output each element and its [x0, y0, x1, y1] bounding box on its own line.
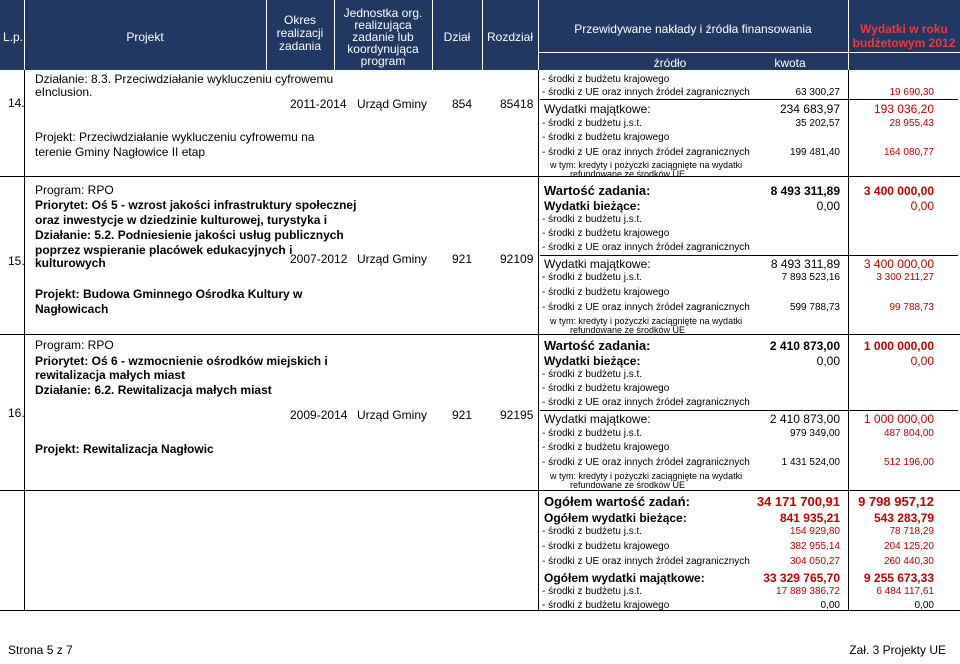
row16-wtym-1: w tym: kredyty i pożyczki zaciągnięte na wydatki: [550, 471, 743, 481]
header-dzial: Dział: [443, 30, 471, 44]
row15-m-ue: - środki z UE oraz innych źródeł zagranicznych: [542, 302, 750, 313]
header-jednostka: Jednostka org. realizująca zadanie lub koordynująca program: [343, 6, 423, 68]
table-header: [0, 0, 960, 70]
row14-jst-kwota: 35 202,57: [795, 118, 840, 129]
row15-b-kraj: - środki z budżetu krajowego: [542, 228, 670, 239]
row16-biezace-rok: 0,00: [910, 354, 934, 368]
totals-m-jst: - środki z budżetu j.s.t.: [542, 586, 643, 597]
row16-m-jst: - środki z budżetu j.s.t.: [542, 428, 643, 439]
totals-b-ue-rok: 260 440,30: [883, 556, 934, 567]
row15-priorytet-1: Priorytet: Oś 5 - wzrost jakości infrastruktury społecznej: [35, 198, 357, 212]
row15-m-ue-rok: 99 788,73: [889, 302, 934, 313]
row14-dzialanie-2: eInclusion.: [35, 85, 93, 99]
row14-src-kraj-2: - środki z budżetu krajowego: [542, 132, 670, 143]
row16-m-ue-kwota: 1 431 524,00: [781, 457, 840, 468]
row14-wtym-1: w tym: kredyty i pożyczki zaciągnięte na wydatki: [550, 160, 743, 170]
row16-m-kraj: - środki z budżetu krajowego: [542, 442, 670, 453]
row16-wartosc-label: Wartość zadania:: [544, 338, 651, 353]
row15-dzialanie-3: kulturowych: [35, 256, 106, 270]
row14-jst: - środki z budżetu j.s.t.: [542, 118, 643, 129]
row16-majatkowe-label: Wydatki majątkowe:: [544, 412, 651, 426]
row15-dzialanie-2: poprzez wspieranie placówek edukacyjnych i: [35, 243, 293, 257]
row14-dzialanie-1: Działanie: 8.3. Przeciwdziałanie wykluczeniu cyfrowemu: [35, 72, 334, 86]
row15-biezace-kwota: 0,00: [816, 199, 840, 213]
row15-okres: 2007-2012: [290, 252, 348, 266]
row14-lp: 14.: [8, 96, 25, 110]
row15-biezace-label: Wydatki bieżące:: [544, 199, 641, 213]
totals-b-ue: - środki z UE oraz innych źródeł zagranicznych: [542, 556, 750, 567]
row15-majatkowe-kwota: 8 493 311,89: [770, 257, 840, 271]
row14-ue2-rok: 164 080,77: [883, 147, 934, 158]
row14-ue1-rok: 19 690,30: [889, 87, 934, 98]
header-rozdzial: Rozdział: [486, 30, 534, 44]
row16-program: Program: RPO: [35, 338, 114, 352]
header-kwota: kwota: [774, 56, 806, 70]
totals-majatkowe-kwota: 33 329 765,70: [763, 571, 840, 585]
totals-majatkowe-rok: 9 255 673,33: [863, 571, 934, 585]
totals-b-kraj: - środki z budżetu krajowego: [542, 541, 670, 552]
row14-jst-rok: 28 955,43: [889, 118, 934, 129]
footer-page-number: Strona 5 z 7: [8, 643, 73, 657]
row14-rozdzial: 85418: [500, 97, 534, 111]
row15-dzial: 921: [452, 252, 473, 266]
row15-m-ue-kwota: 599 788,73: [789, 302, 840, 313]
row14-majatkowe-rok: 193 036,20: [873, 102, 934, 116]
row15-wtym-2: refundowane ze środków UE: [570, 325, 686, 335]
row15-m-jst: - środki z budżetu j.s.t.: [542, 272, 643, 283]
totals-b-ue-kwota: 304 050,27: [789, 556, 840, 567]
totals-wartosc-rok: 9 798 957,12: [858, 494, 934, 509]
row16-m-jst-rok: 487 804,00: [883, 428, 934, 439]
row16-biezace-label: Wydatki bieżące:: [544, 354, 641, 368]
row14-ue2-kwota: 199 481,40: [789, 147, 840, 158]
row16-priorytet-1: Priorytet: Oś 6 - wzmocnienie ośrodków miejskich i: [35, 354, 328, 368]
row16-majatkowe-rok: 1 000 000,00: [863, 412, 934, 426]
totals-b-jst-rok: 78 718,29: [889, 526, 934, 537]
totals-wartosc-label: Ogółem wartość zadań:: [544, 494, 690, 509]
row16-dzialanie-1: Działanie: 6.2. Rewitalizacja małych miast: [35, 383, 272, 397]
totals-m-jst-rok: 6 484 117,61: [876, 586, 934, 597]
row15-projekt-2: Nagłowicach: [35, 302, 109, 316]
row14-okres: 2011-2014: [290, 97, 347, 111]
footer-attachment: Zał. 3 Projekty UE: [849, 643, 946, 657]
row16-rozdzial: 92195: [500, 408, 534, 422]
header-wydatki-roku: Wydatki w roku budżetowym 2012: [852, 22, 956, 50]
row14-jednostka: Urząd Gminy: [357, 97, 428, 111]
row16-wtym-2: refundowane ze środków UE: [570, 480, 686, 490]
totals-m-kraj-kwota: 0,00: [820, 600, 840, 611]
totals-b-kraj-kwota: 382 955,14: [789, 541, 840, 552]
row15-wartosc-label: Wartość zadania:: [544, 183, 651, 198]
row16-b-jst: - środki z budżetu j.s.t.: [542, 369, 643, 380]
row16-dzial: 921: [452, 408, 473, 422]
totals-b-jst-kwota: 154 929,80: [789, 526, 840, 537]
row15-dzialanie-1: Działanie: 5.2. Podniesienie jakości usług publicznych: [35, 228, 344, 242]
row16-majatkowe-kwota: 2 410 873,00: [769, 412, 840, 426]
totals-wartosc-kwota: 34 171 700,91: [756, 494, 840, 509]
totals-m-kraj: - środki z budżetu krajowego: [542, 600, 670, 611]
totals-biezace-kwota: 841 935,21: [779, 511, 840, 525]
row14-majatkowe-kwota: 234 683,97: [779, 102, 840, 116]
row15-jednostka: Urząd Gminy: [357, 252, 428, 266]
row14-majatkowe-label: Wydatki majątkowe:: [544, 102, 651, 116]
row16-okres: 2009-2014: [290, 408, 348, 422]
row16-wartosc-rok: 1 000 000,00: [863, 339, 934, 353]
row14-projekt-1: Projekt: Przeciwdziałanie wykluczeniu cyfrowemu na: [35, 130, 315, 144]
totals-b-jst: - środki z budżetu j.s.t.: [542, 526, 643, 537]
row15-wartosc-kwota: 8 493 311,89: [770, 184, 840, 198]
row14-src-ue-1: - środki z UE oraz innych źródeł zagranicznych: [542, 87, 750, 98]
header-naklady: Przewidywane nakłady i źródła finansowania: [574, 22, 812, 36]
row15-m-jst-rok: 3 300 211,27: [876, 272, 934, 283]
row15-program: Program: RPO: [35, 183, 114, 197]
row15-projekt-1: Projekt: Budowa Gminnego Ośrodka Kultury w: [35, 287, 303, 301]
row16-b-kraj: - środki z budżetu krajowego: [542, 383, 670, 394]
row15-majatkowe-label: Wydatki majątkowe:: [544, 257, 651, 271]
totals-majatkowe-label: Ogółem wydatki majątkowe:: [544, 571, 705, 585]
totals-biezace-rok: 543 283,79: [873, 511, 934, 525]
row15-priorytet-2: oraz inwestycje w dziedzinie kulturowej, turystyka i: [35, 213, 328, 227]
row15-wtym-1: w tym: kredyty i pożyczki zaciągnięte na wydatki: [550, 316, 743, 326]
row15-m-jst-kwota: 7 893 523,16: [781, 272, 840, 283]
row14-src-kraj-1: - środki z budżetu krajowego: [542, 74, 670, 85]
totals-m-kraj-rok: 0,00: [914, 600, 934, 611]
row14-dzial: 854: [452, 97, 473, 111]
row16-m-ue-rok: 512 196,00: [883, 457, 934, 468]
row16-m-ue: - środki z UE oraz innych źródeł zagranicznych: [542, 457, 750, 468]
row15-lp: 15.: [8, 254, 25, 268]
header-projekt: Projekt: [126, 30, 164, 44]
row15-m-kraj: - środki z budżetu krajowego: [542, 287, 670, 298]
totals-m-jst-kwota: 17 889 386,72: [776, 586, 840, 597]
row16-lp: 16.: [8, 406, 25, 420]
row15-b-jst: - środki z budżetu j.s.t.: [542, 214, 643, 225]
header-lp: L.p.: [3, 30, 24, 44]
row16-biezace-kwota: 0,00: [816, 354, 840, 368]
row16-wartosc-kwota: 2 410 873,00: [769, 339, 840, 353]
row14-src-ue-2: - środki z UE oraz innych źródeł zagranicznych: [542, 147, 750, 158]
totals-b-kraj-rok: 204 125,20: [883, 541, 934, 552]
row15-majatkowe-rok: 3 400 000,00: [863, 257, 934, 271]
totals-biezace-label: Ogółem wydatki bieżące:: [544, 511, 687, 525]
row16-priorytet-2: rewitalizacja małych miast: [35, 368, 186, 382]
row16-b-ue: - środki z UE oraz innych źródeł zagranicznych: [542, 397, 750, 408]
header-zrodlo: źródło: [653, 56, 687, 70]
row16-projekt: Projekt: Rewitalizacja Nagłowic: [35, 442, 214, 456]
row14-projekt-2: terenie Gminy Nagłowice II etap: [35, 145, 206, 159]
row16-jednostka: Urząd Gminy: [357, 408, 428, 422]
row15-rozdzial: 92109: [500, 252, 534, 266]
row15-wartosc-rok: 3 400 000,00: [863, 184, 934, 198]
row15-b-ue: - środki z UE oraz innych źródeł zagranicznych: [542, 242, 750, 253]
row16-m-jst-kwota: 979 349,00: [789, 428, 840, 439]
row15-biezace-rok: 0,00: [910, 199, 934, 213]
header-okres: Okres realizacji zadania: [276, 13, 324, 53]
row14-ue1-kwota: 63 300,27: [795, 87, 840, 98]
row14-wtym-2: refundowane ze środków UE: [570, 169, 686, 179]
